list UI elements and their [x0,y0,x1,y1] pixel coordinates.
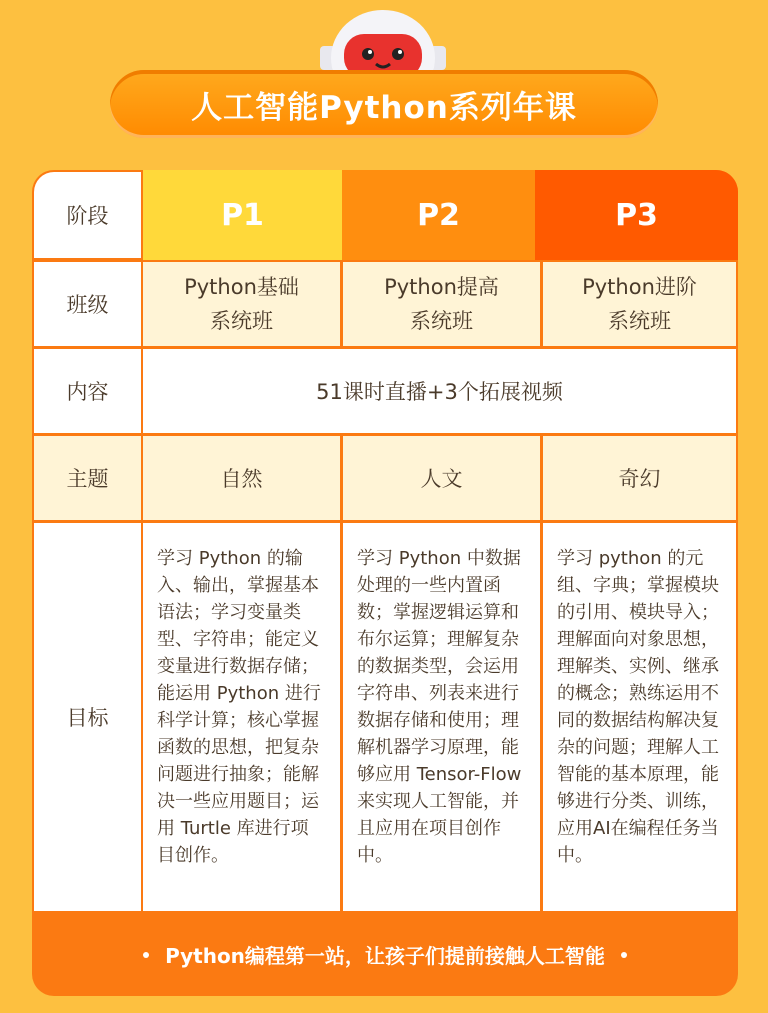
theme-p3: 奇幻 [543,436,736,520]
course-table [32,170,738,996]
label-stage: 阶段 [34,172,141,258]
stage-p3: P3 [535,170,738,260]
class-p1 [143,262,340,346]
label-theme: 主题 [34,436,141,520]
bullet-dot-icon [143,952,149,958]
class-p3-line1: Python进阶 [582,275,697,299]
goal-p3: 学习 python 的元组、字典；掌握模块的引用、模块导入；理解面向对象思想，理解类、实例、继承的概念；熟练运用不同的数据结构解决复杂的问题；理解人工智能的基本原理，能够进行分类、训练，应用AI在编程任务当中。 [543,523,736,911]
page-title: 人工智能Python系列年课 [110,70,658,138]
bullet-dot-icon [621,952,627,958]
class-p1-line1: Python基础 [184,275,299,299]
content-text: 51课时直播+3个拓展视频 [143,349,736,433]
goal-p2: 学习 Python 中数据处理的一些内置函数；掌握逻辑运算和布尔运算；理解复杂的数据类型，会运用字符串、列表来进行数据存储和使用；理解机器学习原理，能够应用 Tensor-Flow 来实现人工智能，并且应用在项目创作中。 [343,523,540,911]
label-class: 班级 [34,262,141,346]
goal-p1: 学习 Python 的输入、输出，掌握基本语法；学习变量类型、字符串；能定义变量进行数据存储；能运用 Python 进行科学计算；核心掌握函数的思想，把复杂问题进行抽象；能解决一些应用题目；运用 Turtle 库进行项目创作。 [143,523,340,911]
class-p3-line2: 系统班 [608,309,671,333]
label-goal: 目标 [34,523,141,911]
class-p2-line2: 系统班 [410,309,473,333]
footer-banner [32,913,738,996]
stage-p1: P1 [143,170,342,260]
footer-text: Python编程第一站，让孩子们提前接触人工智能 [165,944,605,968]
theme-p2: 人文 [343,436,540,520]
class-p3 [543,262,736,346]
theme-p1: 自然 [143,436,340,520]
class-p2-line1: Python提高 [384,275,499,299]
class-p1-line2: 系统班 [210,309,273,333]
robot-mascot-icon [318,8,448,78]
stage-p2: P2 [342,170,535,260]
class-p2 [343,262,540,346]
label-content: 内容 [34,349,141,433]
